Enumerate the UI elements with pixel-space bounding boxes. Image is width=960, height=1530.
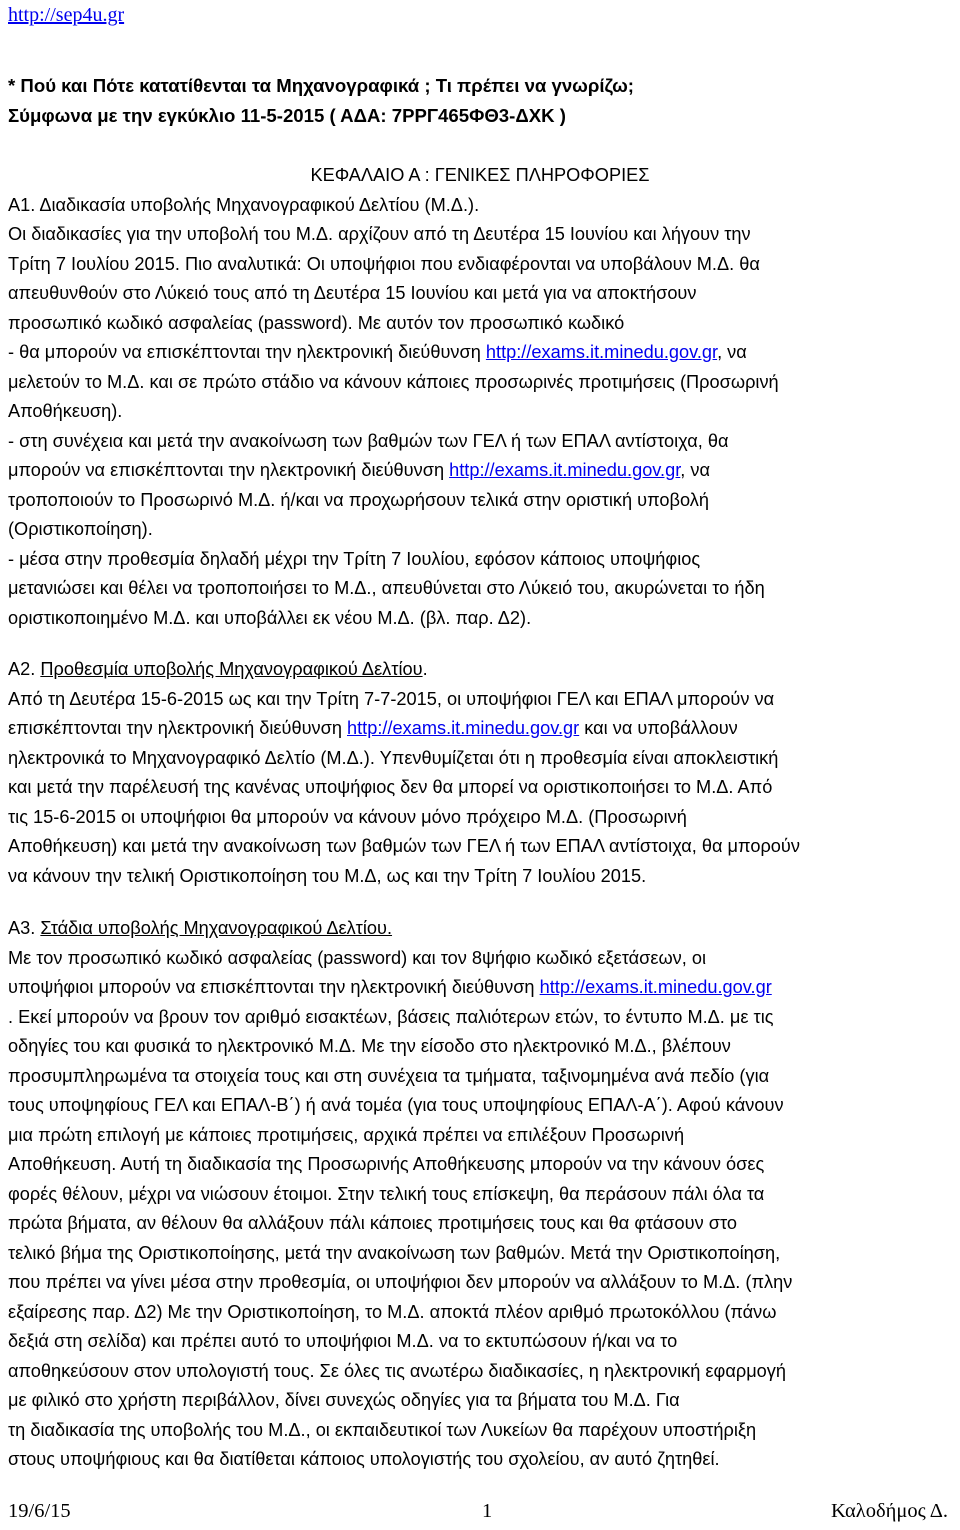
exams-link[interactable]: http://exams.it.minedu.gov.gr [449, 460, 681, 480]
text-line [8, 714, 952, 744]
section-heading [8, 914, 952, 944]
text: Α2. [8, 659, 41, 679]
footer-page-number: 1 [482, 1500, 493, 1522]
exams-link[interactable]: http://exams.it.minedu.gov.gr [347, 718, 580, 738]
text-line: οδηγίες του και φυσικά το ηλεκτρονικό Μ.Δ. Με την είσοδο στο ηλεκτρονικό Μ.Δ., βλέπουν [8, 1036, 731, 1056]
section-heading [8, 655, 952, 685]
text: υποψήφιοι μπορούν να επισκέπτονται την ηλεκτρονική διεύθυνση [8, 977, 540, 997]
text-line: Με τον προσωπικό κωδικό ασφαλείας (password) και τον 8ψήφιο κωδικό εξετάσεων, οι [8, 947, 707, 968]
text-line [8, 973, 952, 1003]
text-line: Αποθήκευση) και μετά την ανακοίνωση των βαθμών των ΓΕΛ ή των ΕΠΑΛ αντίστοιχα, θα μπορούν [8, 836, 800, 856]
text-line: Αποθήκευση). [8, 401, 123, 421]
text-line: τελικό βήμα της Οριστικοποίησης, μετά την ανακοίνωση των βαθμών. Μετά την Οριστικοποίηση, [8, 1242, 781, 1263]
text-line: Τρίτη 7 Ιουλίου 2015. Πιο αναλυτικά: Οι υποψήφιοι που ενδιαφέρονται να υποβάλουν Μ.Δ. θα [8, 253, 760, 274]
section-a2 [8, 655, 952, 891]
text-line: με φιλικό στο χρήστη περιβάλλον, δίνει συνεχώς οδηγίες για τα βήματα του Μ.Δ. Για [8, 1390, 680, 1410]
text-line: τη διαδικασία της υποβολής του Μ.Δ., οι εκπαιδευτικοί των Λυκείων θα παρέχουν υποστήριξη [8, 1419, 757, 1440]
text-line: μια πρώτη επιλογή με κάποιες προτιμήσεις, αρχικά πρέπει να επιλέξουν Προσωρινή [8, 1124, 685, 1145]
text: , να [717, 342, 747, 362]
text-line: να κάνουν την τελική Οριστικοποίηση του Μ.Δ, ως και την Τρίτη 7 Ιουλίου 2015. [8, 865, 647, 886]
page-footer [8, 1498, 948, 1528]
exams-link[interactable]: http://exams.it.minedu.gov.gr [539, 977, 772, 997]
text-line: δεξιά στη σελίδα) και πρέπει αυτό το υποψήφιοι Μ.Δ. να το εκτυπώσουν ή/και να το [8, 1331, 678, 1351]
text-line [8, 456, 952, 486]
footer-author: Καλοδήμος Δ. [830, 1500, 948, 1522]
text-line: τροποποιούν το Προσωρινό Μ.Δ. ή/και να προχωρήσουν τελικά στην οριστική υποβολή [8, 489, 709, 510]
site-link[interactable]: http://sep4u.gr [8, 4, 125, 26]
text-line: αποθηκεύσουν στον υπολογιστή τους. Σε όλες τις ανωτέρω διαδικασίες, η ηλεκτρονική εφαρμογή [8, 1360, 786, 1381]
text-line: εξαίρεσης παρ. Δ2) Με την Οριστικοποίηση, το Μ.Δ. αποκτά πλέον αριθμό πρωτοκόλλου (πάνω [8, 1301, 777, 1322]
text-line: πρώτα βήματα, αν θέλουν θα αλλάξουν πάλι κάποιες προτιμήσεις τους και θα φτάσουν στο [8, 1213, 738, 1233]
text: Α3. [8, 918, 41, 938]
text-line: (Οριστικοποίηση). [8, 519, 153, 539]
text-line: τους υποψηφίους ΓΕΛ και ΕΠΑΛ-Β΄) ή ανά τομέα (για τους υποψηφίους ΕΠΑΛ-Α΄). Αφού κάνουν [8, 1095, 784, 1115]
text: μπορούν να επισκέπτονται την ηλεκτρονική διεύθυνση [8, 460, 450, 480]
text-line: μετανιώσει και θέλει να τροποποιήσει το Μ.Δ., απευθύνεται στο Λύκειό του, ακυρώνεται το ήδη [8, 578, 765, 598]
text-line: φορές θέλουν, μέχρι να νιώσουν έτοιμοι. Στην τελική τους επίσκεψη, θα περάσουν πάλι όλα τα [8, 1183, 765, 1204]
section-title: Στάδια υποβολής Μηχανογραφικού Δελτίου. [40, 918, 393, 938]
text-line: στους υποψήφιους και θα διατίθεται κάποιος υπολογιστής του σχολείου, αν αυτό ζητηθεί. [8, 1449, 720, 1469]
text-line: προσωπικό κωδικό ασφαλείας (password). Με αυτόν τον προσωπικό κωδικό [8, 312, 625, 333]
exams-link[interactable]: http://exams.it.minedu.gov.gr [485, 342, 718, 362]
text-line: Από τη Δευτέρα 15-6-2015 ως και την Τρίτη 7-7-2015, οι υποψήφιοι ΓΕΛ και ΕΠΑΛ μπορούν να [8, 688, 775, 709]
text-line [8, 338, 952, 368]
text-line: και μετά την παρέλευσή της κανένας υποψήφιος δεν θα μπορεί να οριστικοποιήσει το Μ.Δ. Από [8, 777, 773, 797]
text: επισκέπτονται την ηλεκτρονική διεύθυνση [8, 718, 348, 738]
text-line: προσυμπληρωμένα τα στοιχεία τους και στη συνέχεια τα τμήματα, ταξινομημένα ανά πεδίο (για [8, 1065, 770, 1086]
text-line: - μέσα στην προθεσμία δηλαδή μέχρι την Τρίτη 7 Ιουλίου, εφόσον κάποιος υποψήφιος [8, 548, 701, 569]
text-line: ηλεκτρονικά το Μηχανογραφικό Δελτίο (Μ.Δ.). Υπενθυμίζεται ότι η προθεσμία είναι αποκλειστική [8, 747, 779, 768]
text: . [422, 659, 428, 679]
section-a1 [8, 161, 952, 633]
text-line: απευθυνθούν στο Λύκειό τους από τη Δευτέρα 15 Ιουνίου και μετά για να αποκτήσουν [8, 283, 697, 303]
text-line: . Εκεί μπορούν να βρουν τον αριθμό εισακτέων, βάσεις παλιότερων ετών, το έντυπο Μ.Δ. με τις [8, 1006, 774, 1027]
text-line: τις 15-6-2015 οι υποψήφιοι θα μπορούν να κάνουν μόνο πρόχειρο Μ.Δ. (Προσωρινή [8, 806, 687, 827]
text-line: που πρέπει να γίνει μέσα στην προθεσμία, οι υποψήφιοι δεν μπορούν να αλλάξουν το Μ.Δ. (πλην [8, 1272, 793, 1292]
title-line: * Πού και Πότε κατατίθενται τα Μηχανογραφικά ; Τι πρέπει να γνωρίζω; [8, 75, 634, 96]
text: και να υποβάλλουν [579, 718, 738, 738]
text-line: οριστικοποιημένο Μ.Δ. και υποβάλλει εκ νέου Μ.Δ. (βλ. παρ. Δ2). [8, 607, 532, 628]
text: , να [680, 460, 710, 480]
text-line: Αποθήκευση. Αυτή τη διαδικασία της Προσωρινής Αποθήκευσης μπορούν να την κάνουν όσες [8, 1154, 765, 1174]
title-line: Σύμφωνα με την εγκύκλιο 11-5-2015 ( ΑΔΑ: 7ΡΡΓ465ΦΘ3-ΔΧΚ ) [8, 104, 566, 126]
text-line: - στη συνέχεια και μετά την ανακοίνωση των βαθμών των ΓΕΛ ή των ΕΠΑΛ αντίστοιχα, θα [8, 430, 729, 451]
section-a3 [8, 914, 952, 1475]
document-title [8, 71, 952, 130]
text-line: Οι διαδικασίες για την υποβολή του Μ.Δ. αρχίζουν από τη Δευτέρα 15 Ιουνίου και λήγουν την [8, 224, 751, 244]
text: - θα μπορούν να επισκέπτονται την ηλεκτρονική διεύθυνση [8, 342, 486, 362]
chapter-heading: ΚΕΦΑΛΑΙΟ Α : ΓΕΝΙΚΕΣ ΠΛΗΡΟΦΟΡΙΕΣ [310, 165, 650, 185]
text-line: μελετούν το Μ.Δ. και σε πρώτο στάδιο να κάνουν κάποιες προσωρινές προτιμήσεις (Προσωρινή [8, 371, 779, 392]
section-heading: Α1. Διαδικασία υποβολής Μηχανογραφικού Δελτίου (Μ.Δ.). [8, 194, 480, 215]
footer-date: 19/6/15 [8, 1500, 71, 1522]
section-title: Προθεσμία υποβολής Μηχανογραφικού Δελτίου [40, 659, 423, 679]
